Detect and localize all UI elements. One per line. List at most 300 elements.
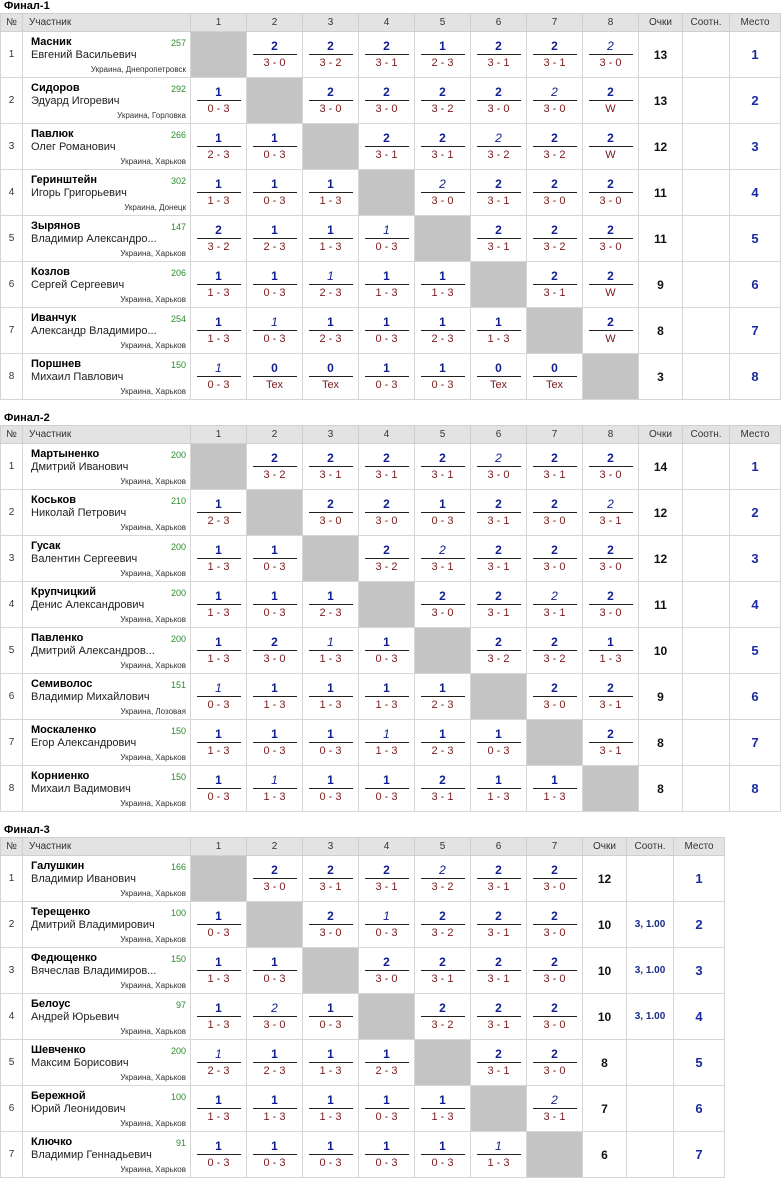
match-cell[interactable] <box>191 170 247 216</box>
match-cell[interactable] <box>583 308 639 354</box>
player-cell[interactable] <box>23 308 191 354</box>
match-cell[interactable] <box>527 674 583 720</box>
match-points: 2 <box>439 773 446 787</box>
match-score: 0 - 3 <box>375 791 398 803</box>
player-surname[interactable]: Мартыненко <box>31 448 100 460</box>
match-cell[interactable] <box>247 262 303 308</box>
player-rating: 91 <box>175 1138 186 1148</box>
match-divider <box>477 970 521 971</box>
player-surname[interactable]: Поршнев <box>31 358 82 370</box>
match-cell[interactable] <box>247 444 303 490</box>
ratio-value <box>683 262 730 308</box>
match-score: 0 - 3 <box>207 103 230 115</box>
match-cell[interactable] <box>415 766 471 812</box>
match-cell[interactable] <box>583 490 639 536</box>
match-points: 2 <box>551 451 558 465</box>
match-points: 1 <box>215 955 222 969</box>
header-row <box>1 838 725 856</box>
player-surname[interactable]: Белоус <box>31 998 71 1010</box>
match-cell[interactable] <box>191 902 247 948</box>
match-cell[interactable] <box>415 856 471 902</box>
match-cell[interactable] <box>471 78 527 124</box>
player-city: Украина, Горловка <box>117 111 186 120</box>
header-col-8: 8 <box>583 14 639 32</box>
match-cell[interactable] <box>471 354 527 400</box>
row-number: 5 <box>1 216 23 262</box>
match-cell[interactable] <box>359 1086 415 1132</box>
match-cell[interactable] <box>583 216 639 262</box>
match-score: 0 - 3 <box>263 561 286 573</box>
player-cell[interactable] <box>23 32 191 78</box>
match-score: 3 - 2 <box>487 653 510 665</box>
match-cell[interactable] <box>359 720 415 766</box>
match-cell[interactable] <box>303 78 359 124</box>
match-cell[interactable] <box>471 628 527 674</box>
match-cell[interactable] <box>415 490 471 536</box>
ratio-value <box>683 766 730 812</box>
match-divider <box>197 742 241 743</box>
match-cell[interactable] <box>471 1040 527 1086</box>
match-cell[interactable] <box>191 994 247 1040</box>
self-cell <box>359 994 415 1040</box>
match-score: 2 - 3 <box>375 1065 398 1077</box>
match-cell[interactable] <box>303 444 359 490</box>
match-cell[interactable] <box>471 1132 527 1178</box>
match-cell[interactable] <box>191 78 247 124</box>
player-cell[interactable] <box>23 582 191 628</box>
match-cell[interactable] <box>303 994 359 1040</box>
match-score: 0 - 3 <box>431 1157 454 1169</box>
match-cell[interactable] <box>583 262 639 308</box>
match-cell[interactable] <box>527 444 583 490</box>
header-player: Участник <box>23 838 191 856</box>
player-rating: 266 <box>170 130 186 140</box>
match-cell[interactable] <box>191 308 247 354</box>
match-score: 3 - 2 <box>543 149 566 161</box>
player-cell[interactable] <box>23 720 191 766</box>
match-cell[interactable] <box>415 308 471 354</box>
player-surname[interactable]: Иванчук <box>31 312 77 324</box>
section-title: Финал-3 <box>4 824 50 836</box>
match-cell[interactable] <box>415 78 471 124</box>
match-cell[interactable] <box>191 628 247 674</box>
match-cell[interactable] <box>191 354 247 400</box>
match-points: 1 <box>439 315 446 329</box>
player-cell[interactable] <box>23 354 191 400</box>
match-cell[interactable] <box>583 536 639 582</box>
match-divider <box>309 192 353 193</box>
match-cell[interactable] <box>359 628 415 674</box>
player-cell[interactable] <box>23 536 191 582</box>
match-cell[interactable] <box>471 766 527 812</box>
match-cell[interactable] <box>359 674 415 720</box>
player-surname[interactable]: Галушкин <box>31 860 85 872</box>
player-surname[interactable]: Бережной <box>31 1090 86 1102</box>
section-title: Финал-2 <box>4 412 50 424</box>
match-points: 2 <box>439 863 446 877</box>
match-cell[interactable] <box>359 262 415 308</box>
match-divider <box>197 558 241 559</box>
match-cell[interactable] <box>471 582 527 628</box>
match-cell[interactable] <box>415 32 471 78</box>
match-score: 2 - 3 <box>207 149 230 161</box>
match-cell[interactable] <box>247 1040 303 1086</box>
match-cell[interactable] <box>415 674 471 720</box>
match-cell[interactable] <box>359 32 415 78</box>
match-cell[interactable] <box>247 536 303 582</box>
place-value: 7 <box>674 1132 725 1178</box>
match-divider <box>197 1062 241 1063</box>
player-rating: 166 <box>170 862 186 872</box>
match-cell[interactable] <box>359 444 415 490</box>
match-cell[interactable] <box>191 490 247 536</box>
match-score: 1 - 3 <box>207 653 230 665</box>
match-points: 1 <box>383 269 390 283</box>
player-surname[interactable]: Геринштейн <box>31 174 97 186</box>
player-cell[interactable] <box>23 170 191 216</box>
match-score: W <box>605 103 616 115</box>
match-cell[interactable] <box>303 1086 359 1132</box>
match-cell[interactable] <box>359 78 415 124</box>
match-cell[interactable] <box>527 216 583 262</box>
match-cell[interactable] <box>527 856 583 902</box>
player-surname[interactable]: Павленко <box>31 632 84 644</box>
match-cell[interactable] <box>471 308 527 354</box>
player-surname[interactable]: Зырянов <box>31 220 81 232</box>
player-city: Украина, Харьков <box>120 753 186 762</box>
match-cell[interactable] <box>191 766 247 812</box>
player-cell[interactable] <box>23 262 191 308</box>
player-surname[interactable]: Сидоров <box>31 82 80 94</box>
header-player: Участник <box>23 426 191 444</box>
match-cell[interactable] <box>527 170 583 216</box>
match-cell[interactable] <box>247 582 303 628</box>
self-cell <box>527 308 583 354</box>
player-cell[interactable] <box>23 216 191 262</box>
match-score: 3 - 1 <box>431 149 454 161</box>
match-cell[interactable] <box>527 1086 583 1132</box>
match-cell[interactable] <box>191 216 247 262</box>
match-cell[interactable] <box>303 216 359 262</box>
match-cell[interactable] <box>247 32 303 78</box>
match-cell[interactable] <box>415 444 471 490</box>
match-cell[interactable] <box>415 354 471 400</box>
table-row <box>1 444 781 490</box>
match-cell[interactable] <box>359 948 415 994</box>
match-cell[interactable] <box>471 124 527 170</box>
match-cell[interactable] <box>527 32 583 78</box>
match-cell[interactable] <box>471 536 527 582</box>
match-cell[interactable] <box>191 582 247 628</box>
player-surname[interactable]: Коськов <box>31 494 77 506</box>
match-cell[interactable] <box>247 354 303 400</box>
row-number: 6 <box>1 262 23 308</box>
match-cell[interactable] <box>415 536 471 582</box>
match-cell[interactable] <box>247 308 303 354</box>
match-cell[interactable] <box>303 1040 359 1086</box>
match-cell[interactable] <box>471 216 527 262</box>
match-cell[interactable] <box>247 628 303 674</box>
match-cell[interactable] <box>303 628 359 674</box>
match-cell[interactable] <box>527 766 583 812</box>
match-cell[interactable] <box>415 720 471 766</box>
match-cell[interactable] <box>191 262 247 308</box>
player-cell[interactable] <box>23 994 191 1040</box>
match-cell[interactable] <box>583 78 639 124</box>
match-cell[interactable] <box>359 216 415 262</box>
player-rating: 254 <box>170 314 186 324</box>
match-cell[interactable] <box>527 628 583 674</box>
match-score: 2 - 3 <box>431 333 454 345</box>
match-points: 1 <box>271 681 278 695</box>
match-cell[interactable] <box>247 170 303 216</box>
match-cell[interactable] <box>583 32 639 78</box>
match-cell[interactable] <box>359 124 415 170</box>
row-number: 7 <box>1 308 23 354</box>
player-surname[interactable]: Москаленко <box>31 724 97 736</box>
match-points: 1 <box>439 269 446 283</box>
match-cell[interactable] <box>527 536 583 582</box>
match-cell[interactable] <box>303 354 359 400</box>
match-cell[interactable] <box>359 902 415 948</box>
match-points: 1 <box>271 955 278 969</box>
match-cell[interactable] <box>303 856 359 902</box>
match-cell[interactable] <box>191 1086 247 1132</box>
header-col-7: 7 <box>527 426 583 444</box>
match-cell[interactable] <box>583 170 639 216</box>
match-cell[interactable] <box>359 536 415 582</box>
player-cell[interactable] <box>23 628 191 674</box>
match-cell[interactable] <box>247 1132 303 1178</box>
match-divider <box>365 376 409 377</box>
match-cell[interactable] <box>247 766 303 812</box>
match-divider <box>589 558 633 559</box>
match-cell[interactable] <box>191 536 247 582</box>
player-cell[interactable] <box>23 856 191 902</box>
match-divider <box>589 192 633 193</box>
player-cell[interactable] <box>23 1040 191 1086</box>
match-cell[interactable] <box>471 994 527 1040</box>
match-points: 2 <box>551 1093 558 1107</box>
match-points: 1 <box>271 1047 278 1061</box>
self-cell <box>415 628 471 674</box>
match-cell[interactable] <box>415 124 471 170</box>
match-cell[interactable] <box>471 948 527 994</box>
table-row <box>1 32 781 78</box>
player-surname[interactable]: Шевченко <box>31 1044 86 1056</box>
match-cell[interactable] <box>471 490 527 536</box>
match-cell[interactable] <box>191 1040 247 1086</box>
match-points: 1 <box>271 727 278 741</box>
match-cell[interactable] <box>247 674 303 720</box>
match-cell[interactable] <box>527 262 583 308</box>
match-score: 1 - 3 <box>375 699 398 711</box>
match-points: 1 <box>439 497 446 511</box>
player-cell[interactable] <box>23 766 191 812</box>
match-score: 3 - 1 <box>543 469 566 481</box>
header-points: Очки <box>639 14 683 32</box>
match-score: 3 - 1 <box>487 607 510 619</box>
player-cell[interactable] <box>23 490 191 536</box>
match-cell[interactable] <box>527 902 583 948</box>
player-surname[interactable]: Павлюк <box>31 128 74 140</box>
match-divider <box>421 284 465 285</box>
match-divider <box>309 742 353 743</box>
match-cell[interactable] <box>247 216 303 262</box>
player-surname[interactable]: Крупчицкий <box>31 586 96 598</box>
match-divider <box>477 100 521 101</box>
match-cell[interactable] <box>415 582 471 628</box>
match-cell[interactable] <box>303 582 359 628</box>
match-cell[interactable] <box>415 902 471 948</box>
match-cell[interactable] <box>247 994 303 1040</box>
match-cell[interactable] <box>415 994 471 1040</box>
match-cell[interactable] <box>583 582 639 628</box>
match-cell[interactable] <box>247 856 303 902</box>
match-cell[interactable] <box>359 354 415 400</box>
match-cell[interactable] <box>359 490 415 536</box>
match-score: 2 - 3 <box>431 745 454 757</box>
match-cell[interactable] <box>583 720 639 766</box>
match-cell[interactable] <box>527 78 583 124</box>
match-score: 0 - 3 <box>263 287 286 299</box>
match-score: 1 - 3 <box>319 1065 342 1077</box>
match-cell[interactable] <box>359 766 415 812</box>
match-cell[interactable] <box>191 720 247 766</box>
player-cell[interactable] <box>23 1086 191 1132</box>
match-cell[interactable] <box>303 308 359 354</box>
match-divider <box>533 696 577 697</box>
match-score: 0 - 3 <box>375 1157 398 1169</box>
match-cell[interactable] <box>303 720 359 766</box>
row-number: 1 <box>1 32 23 78</box>
player-surname[interactable]: Федющенко <box>31 952 98 964</box>
match-cell[interactable] <box>247 1086 303 1132</box>
match-cell[interactable] <box>471 902 527 948</box>
player-surname[interactable]: Семиволос <box>31 678 93 690</box>
player-fullname: Евгений Васильевич <box>31 49 137 61</box>
match-score: 3 - 2 <box>319 57 342 69</box>
match-points: 1 <box>215 1093 222 1107</box>
total-points: 11 <box>639 216 683 262</box>
match-cell[interactable] <box>527 1040 583 1086</box>
match-divider <box>589 100 633 101</box>
player-surname[interactable]: Ключко <box>31 1136 73 1148</box>
ratio-value <box>683 124 730 170</box>
match-cell[interactable] <box>415 262 471 308</box>
match-cell[interactable] <box>191 124 247 170</box>
player-surname[interactable]: Терещенко <box>31 906 91 918</box>
player-surname[interactable]: Масник <box>31 36 72 48</box>
player-cell[interactable] <box>23 124 191 170</box>
match-cell[interactable] <box>359 1132 415 1178</box>
match-cell[interactable] <box>359 308 415 354</box>
match-cell[interactable] <box>415 1086 471 1132</box>
match-points: 1 <box>215 909 222 923</box>
player-surname[interactable]: Козлов <box>31 266 70 278</box>
match-points: 2 <box>607 177 614 191</box>
match-cell[interactable] <box>471 444 527 490</box>
header-col-2: 2 <box>247 426 303 444</box>
match-cell[interactable] <box>527 994 583 1040</box>
match-cell[interactable] <box>247 720 303 766</box>
player-cell[interactable] <box>23 78 191 124</box>
match-cell[interactable] <box>583 674 639 720</box>
player-cell[interactable] <box>23 674 191 720</box>
header-no: № <box>1 838 23 856</box>
row-number: 2 <box>1 78 23 124</box>
player-cell[interactable] <box>23 948 191 994</box>
match-divider <box>365 1154 409 1155</box>
match-score: 0 - 3 <box>263 745 286 757</box>
player-cell[interactable] <box>23 1132 191 1178</box>
player-surname[interactable]: Корниенко <box>31 770 90 782</box>
match-cell[interactable] <box>303 490 359 536</box>
player-surname[interactable]: Гусак <box>31 540 61 552</box>
player-cell[interactable] <box>23 444 191 490</box>
match-cell[interactable] <box>191 948 247 994</box>
match-cell[interactable] <box>247 124 303 170</box>
header-col-2: 2 <box>247 14 303 32</box>
header-points: Очки <box>583 838 627 856</box>
match-cell[interactable] <box>527 124 583 170</box>
match-cell[interactable] <box>583 124 639 170</box>
match-points: 2 <box>439 909 446 923</box>
match-points: 1 <box>383 361 390 375</box>
match-divider <box>589 238 633 239</box>
match-cell[interactable] <box>527 490 583 536</box>
match-cell[interactable] <box>471 32 527 78</box>
match-cell[interactable] <box>471 720 527 766</box>
match-cell[interactable] <box>191 1132 247 1178</box>
match-cell[interactable] <box>471 170 527 216</box>
match-score: 1 - 3 <box>487 791 510 803</box>
match-cell[interactable] <box>359 856 415 902</box>
match-divider <box>197 284 241 285</box>
match-cell[interactable] <box>191 674 247 720</box>
match-cell[interactable] <box>303 262 359 308</box>
match-points: 0 <box>327 361 334 375</box>
match-points: 1 <box>495 1139 502 1153</box>
match-cell[interactable] <box>303 1132 359 1178</box>
match-cell[interactable] <box>415 170 471 216</box>
match-cell[interactable] <box>247 948 303 994</box>
match-cell[interactable] <box>359 1040 415 1086</box>
match-divider <box>309 924 353 925</box>
match-divider <box>477 238 521 239</box>
match-cell[interactable] <box>583 628 639 674</box>
match-cell[interactable] <box>527 948 583 994</box>
match-cell[interactable] <box>471 856 527 902</box>
match-points: 2 <box>327 451 334 465</box>
match-points: 2 <box>271 39 278 53</box>
match-cell[interactable] <box>303 170 359 216</box>
player-cell[interactable] <box>23 902 191 948</box>
match-score: 0 - 3 <box>263 973 286 985</box>
match-score: 3 - 1 <box>487 881 510 893</box>
match-cell[interactable] <box>527 354 583 400</box>
match-cell[interactable] <box>415 948 471 994</box>
match-cell[interactable] <box>415 1132 471 1178</box>
match-cell[interactable] <box>583 444 639 490</box>
match-cell[interactable] <box>527 582 583 628</box>
match-cell[interactable] <box>303 32 359 78</box>
match-points: 1 <box>383 681 390 695</box>
match-cell[interactable] <box>303 766 359 812</box>
match-cell[interactable] <box>303 674 359 720</box>
match-cell[interactable] <box>303 902 359 948</box>
header-ratio: Соотн. <box>683 14 730 32</box>
